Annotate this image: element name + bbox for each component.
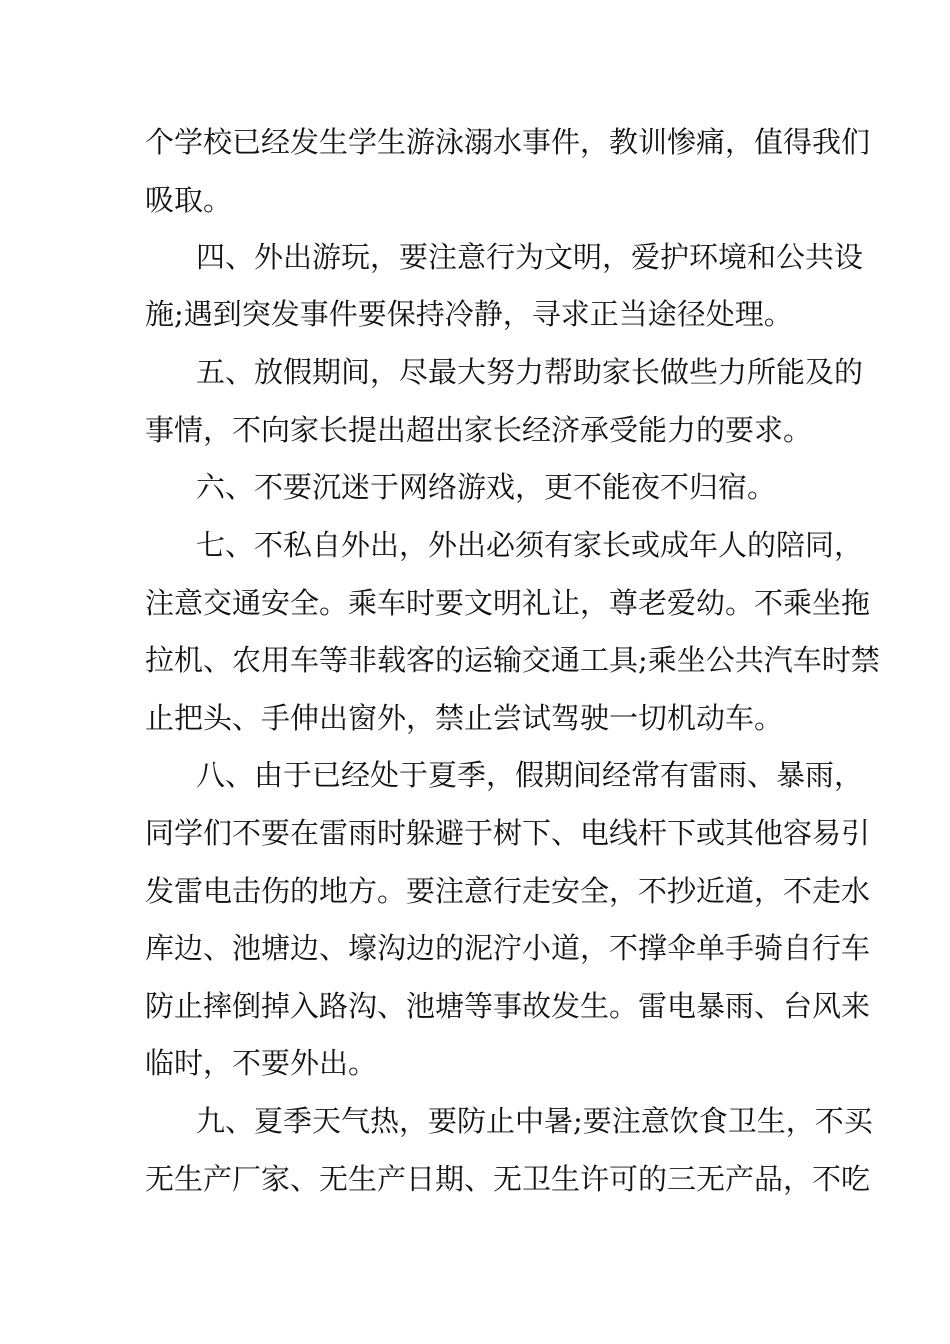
- text-line: 库边、池塘边、壕沟边的泥泞小道，不撑伞单手骑自行车: [145, 931, 871, 965]
- text-line: 同学们不要在雷雨时躲避于树下、电线杆下或其他容易引: [145, 816, 871, 850]
- text-line: 拉机、农用车等非载客的运输交通工具;乘坐公共汽车时禁: [145, 643, 880, 677]
- text-line: 事情，不向家长提出超出家长经济承受能力的要求。: [145, 413, 813, 447]
- text-line: 个学校已经发生学生游泳溺水事件，教训惨痛，值得我们: [145, 125, 871, 159]
- text-line: 六、不要沉迷于网络游戏，更不能夜不归宿。: [196, 470, 777, 504]
- text-line: 发雷电击伤的地方。要注意行走安全，不抄近道，不走水: [145, 874, 871, 908]
- text-line: 防止摔倒掉入路沟、池塘等事故发生。雷电暴雨、台风来: [145, 989, 871, 1023]
- text-line: 止把头、手伸出窗外，禁止尝试驾驶一切机动车。: [145, 701, 784, 735]
- text-line: 四、外出游玩，要注意行为文明，爱护环境和公共设: [196, 240, 864, 274]
- text-line: 施;遇到突发事件要保持冷静，寻求正当途径处理。: [145, 297, 793, 331]
- text-line: 吸取。: [145, 183, 233, 217]
- text-line: 无生产厂家、无生产日期、无卫生许可的三无产品，不吃: [145, 1162, 871, 1196]
- text-line: 七、不私自外出，外出必须有家长或成年人的陪同，: [196, 528, 864, 562]
- text-line: 临时，不要外出。: [145, 1046, 378, 1080]
- text-line: 八、由于已经处于夏季，假期间经常有雷雨、暴雨，: [196, 758, 864, 792]
- text-line: 五、放假期间，尽最大努力帮助家长做些力所能及的: [196, 355, 864, 389]
- text-line: 九、夏季天气热，要防止中暑;要注意饮食卫生，不买: [196, 1104, 873, 1138]
- text-line: 注意交通安全。乘车时要文明礼让，尊老爱幼。不乘坐拖: [145, 586, 871, 620]
